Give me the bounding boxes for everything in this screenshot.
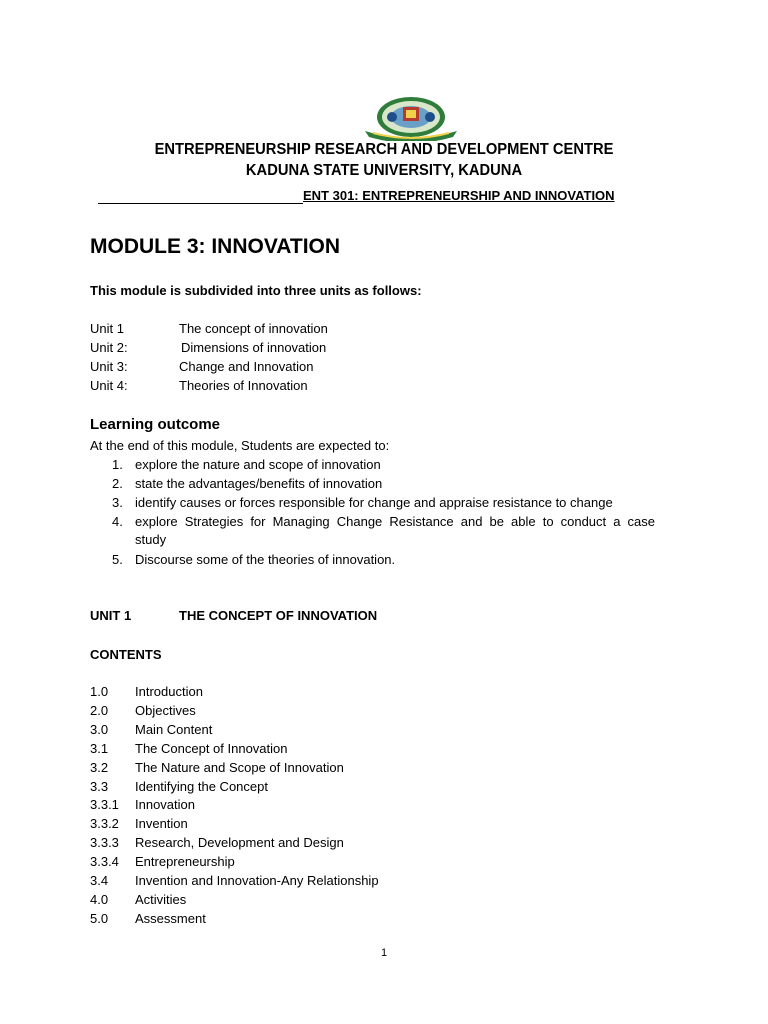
unit-label: Unit 3:	[90, 359, 128, 374]
contents-title: Research, Development and Design	[135, 835, 344, 850]
contents-number: 3.3.3	[90, 835, 119, 850]
unit-title: Change and Innovation	[179, 359, 314, 374]
contents-number: 3.0	[90, 722, 109, 737]
list-text: identify causes or forces responsible for change and appraise resistance to change	[135, 495, 613, 510]
course-title: ENT 301: ENTREPRENEURSHIP AND INNOVATION	[303, 188, 615, 203]
list-text: explore Strategies for Managing Change Resistance and be able to conduct a case	[135, 514, 655, 529]
contents-title: The Nature and Scope of Innovation	[135, 760, 344, 775]
unit-label: Unit 1	[90, 321, 124, 336]
contents-number: 4.0	[90, 892, 109, 907]
unit-label: Unit 2:	[90, 340, 128, 355]
contents-title: Introduction	[135, 684, 203, 699]
unit-title: Theories of Innovation	[179, 378, 308, 393]
contents-title: Invention	[135, 816, 188, 831]
contents-number: 3.3.2	[90, 816, 119, 831]
list-number: 4.	[112, 514, 123, 529]
contents-number: 3.3	[90, 779, 109, 794]
contents-title: Entrepreneurship	[135, 854, 235, 869]
unit-title: Dimensions of innovation	[181, 340, 327, 355]
unit-title: The concept of innovation	[179, 321, 328, 336]
contents-title: Assessment	[135, 911, 206, 926]
list-number: 3.	[112, 495, 123, 510]
unit-label: Unit 4:	[90, 378, 128, 393]
unit1-label: UNIT 1	[90, 608, 132, 623]
list-text: state the advantages/benefits of innovation	[135, 476, 383, 491]
university-crest-logo	[359, 93, 463, 141]
list-number: 5.	[112, 552, 123, 567]
unit1-title: THE CONCEPT OF INNOVATION	[179, 608, 378, 623]
module-title: MODULE 3: INNOVATION	[90, 235, 341, 258]
list-text: Discourse some of the theories of innovation.	[135, 552, 396, 567]
contents-number: 3.3.1	[90, 797, 119, 812]
contents-title: Activities	[135, 892, 187, 907]
header-underline	[98, 203, 303, 204]
contents-number: 3.1	[90, 741, 109, 756]
contents-title: Identifying the Concept	[135, 779, 268, 794]
contents-title: The Concept of Innovation	[135, 741, 288, 756]
contents-title: Main Content	[135, 722, 213, 737]
contents-heading: CONTENTS	[90, 647, 162, 662]
list-number: 2.	[112, 476, 123, 491]
list-number: 1.	[112, 457, 123, 472]
module-intro: This module is subdivided into three units as follows:	[90, 283, 422, 298]
contents-number: 3.3.4	[90, 854, 119, 869]
contents-title: Objectives	[135, 703, 196, 718]
contents-number: 3.2	[90, 760, 109, 775]
learning-outcome-heading: Learning outcome	[90, 416, 221, 433]
centre-name: ENTREPRENEURSHIP RESEARCH AND DEVELOPMENT CENTRE	[154, 141, 614, 158]
contents-title: Innovation	[135, 797, 195, 812]
list-text: explore the nature and scope of innovation	[135, 457, 381, 472]
university-name: KADUNA STATE UNIVERSITY, KADUNA	[245, 162, 523, 179]
list-text-continuation: study	[135, 532, 167, 547]
learning-outcome-intro: At the end of this module, Students are expected to:	[90, 438, 390, 453]
contents-number: 3.4	[90, 873, 109, 888]
contents-number: 2.0	[90, 703, 109, 718]
contents-number: 1.0	[90, 684, 109, 699]
contents-title: Invention and Innovation-Any Relationship	[135, 873, 379, 888]
page-number: 1	[380, 947, 388, 959]
contents-number: 5.0	[90, 911, 109, 926]
